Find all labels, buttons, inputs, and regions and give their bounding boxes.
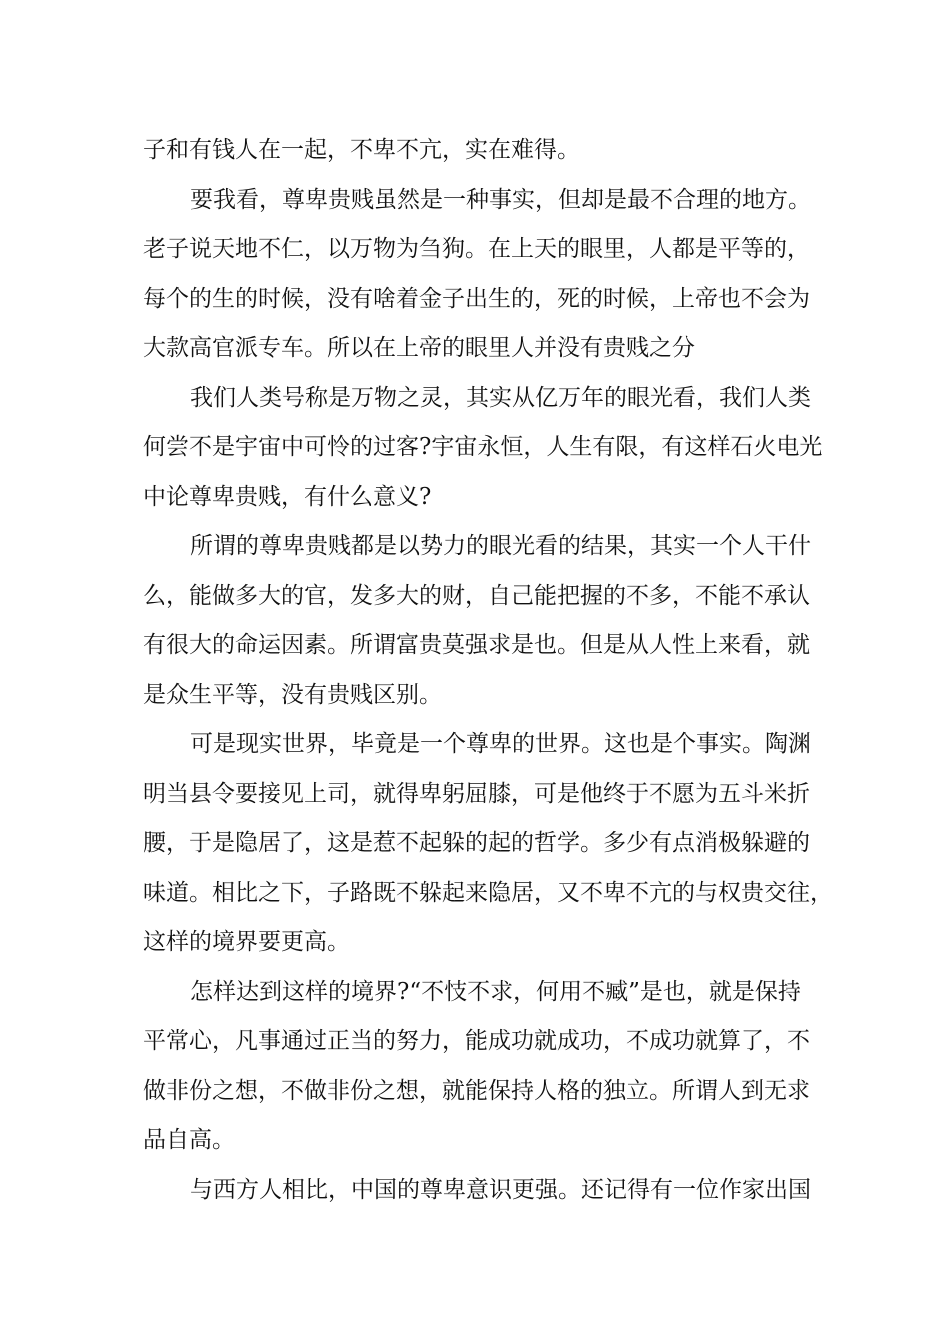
text-line: 何尝不是宇宙中可怜的过客?宇宙永恒，人生有限，有这样石火电光 xyxy=(143,434,823,460)
text-line: 我们人类号称是万物之灵，其实从亿万年的眼光看，我们人类 xyxy=(190,384,811,411)
text-line: 子和有钱人在一起，不卑不亢，实在难得。 xyxy=(143,137,580,163)
text-line: 腰，于是隐居了，这是惹不起躲的起的哲学。多少有点消极躲避的 xyxy=(143,830,810,856)
text-line: 与西方人相比，中国的尊卑意识更强。还记得有一位作家出国 xyxy=(190,1176,811,1203)
text-line: 中论尊卑贵贱，有什么意义? xyxy=(143,483,432,510)
document-body xyxy=(143,126,833,1215)
text-line: 每个的生的时候，没有啥着金子出生的，死的时候，上帝也不会为 xyxy=(143,285,810,312)
text-line: 可是现实世界，毕竟是一个尊卑的世界。这也是个事实。陶渊 xyxy=(190,731,811,757)
text-line: 所谓的尊卑贵贱都是以势力的眼光看的结果，其实一个人干什 xyxy=(190,533,811,559)
text-line: 大款高官派专车。所以在上帝的眼里人并没有贵贱之分 xyxy=(143,335,695,361)
text-line: 做非份之想，不做非份之想，就能保持人格的独立。所谓人到无求 xyxy=(143,1077,810,1104)
text-line: 要我看，尊卑贵贱虽然是一种事实，但却是最不合理的地方。 xyxy=(190,186,811,213)
text-line: 味道。相比之下，子路既不躲起来隐居，又不卑不亢的与权贵交往， xyxy=(143,879,833,906)
text-line: 品自高。 xyxy=(143,1127,235,1153)
text-line: 么，能做多大的官，发多大的财，自己能把握的不多，不能不承认 xyxy=(143,582,810,609)
text-line: 怎样达到这样的境界?“不忮不求，何用不臧”是也，就是保持 xyxy=(190,978,801,1005)
text-line: 平常心，凡事通过正当的努力，能成功就成功，不成功就算了，不 xyxy=(143,1028,810,1054)
text-line: 是众生平等，没有贵贱区别。 xyxy=(143,681,442,708)
text-line: 这样的境界要更高。 xyxy=(143,929,350,955)
text-line: 有很大的命运因素。所谓富贵莫强求是也。但是从人性上来看，就 xyxy=(143,632,810,658)
text-line: 老子说天地不仁，以万物为刍狗。在上天的眼里，人都是平等的， xyxy=(143,236,810,262)
text-line: 明当县令要接见上司，就得卑躬屈膝，可是他终于不愿为五斗米折 xyxy=(143,780,810,807)
